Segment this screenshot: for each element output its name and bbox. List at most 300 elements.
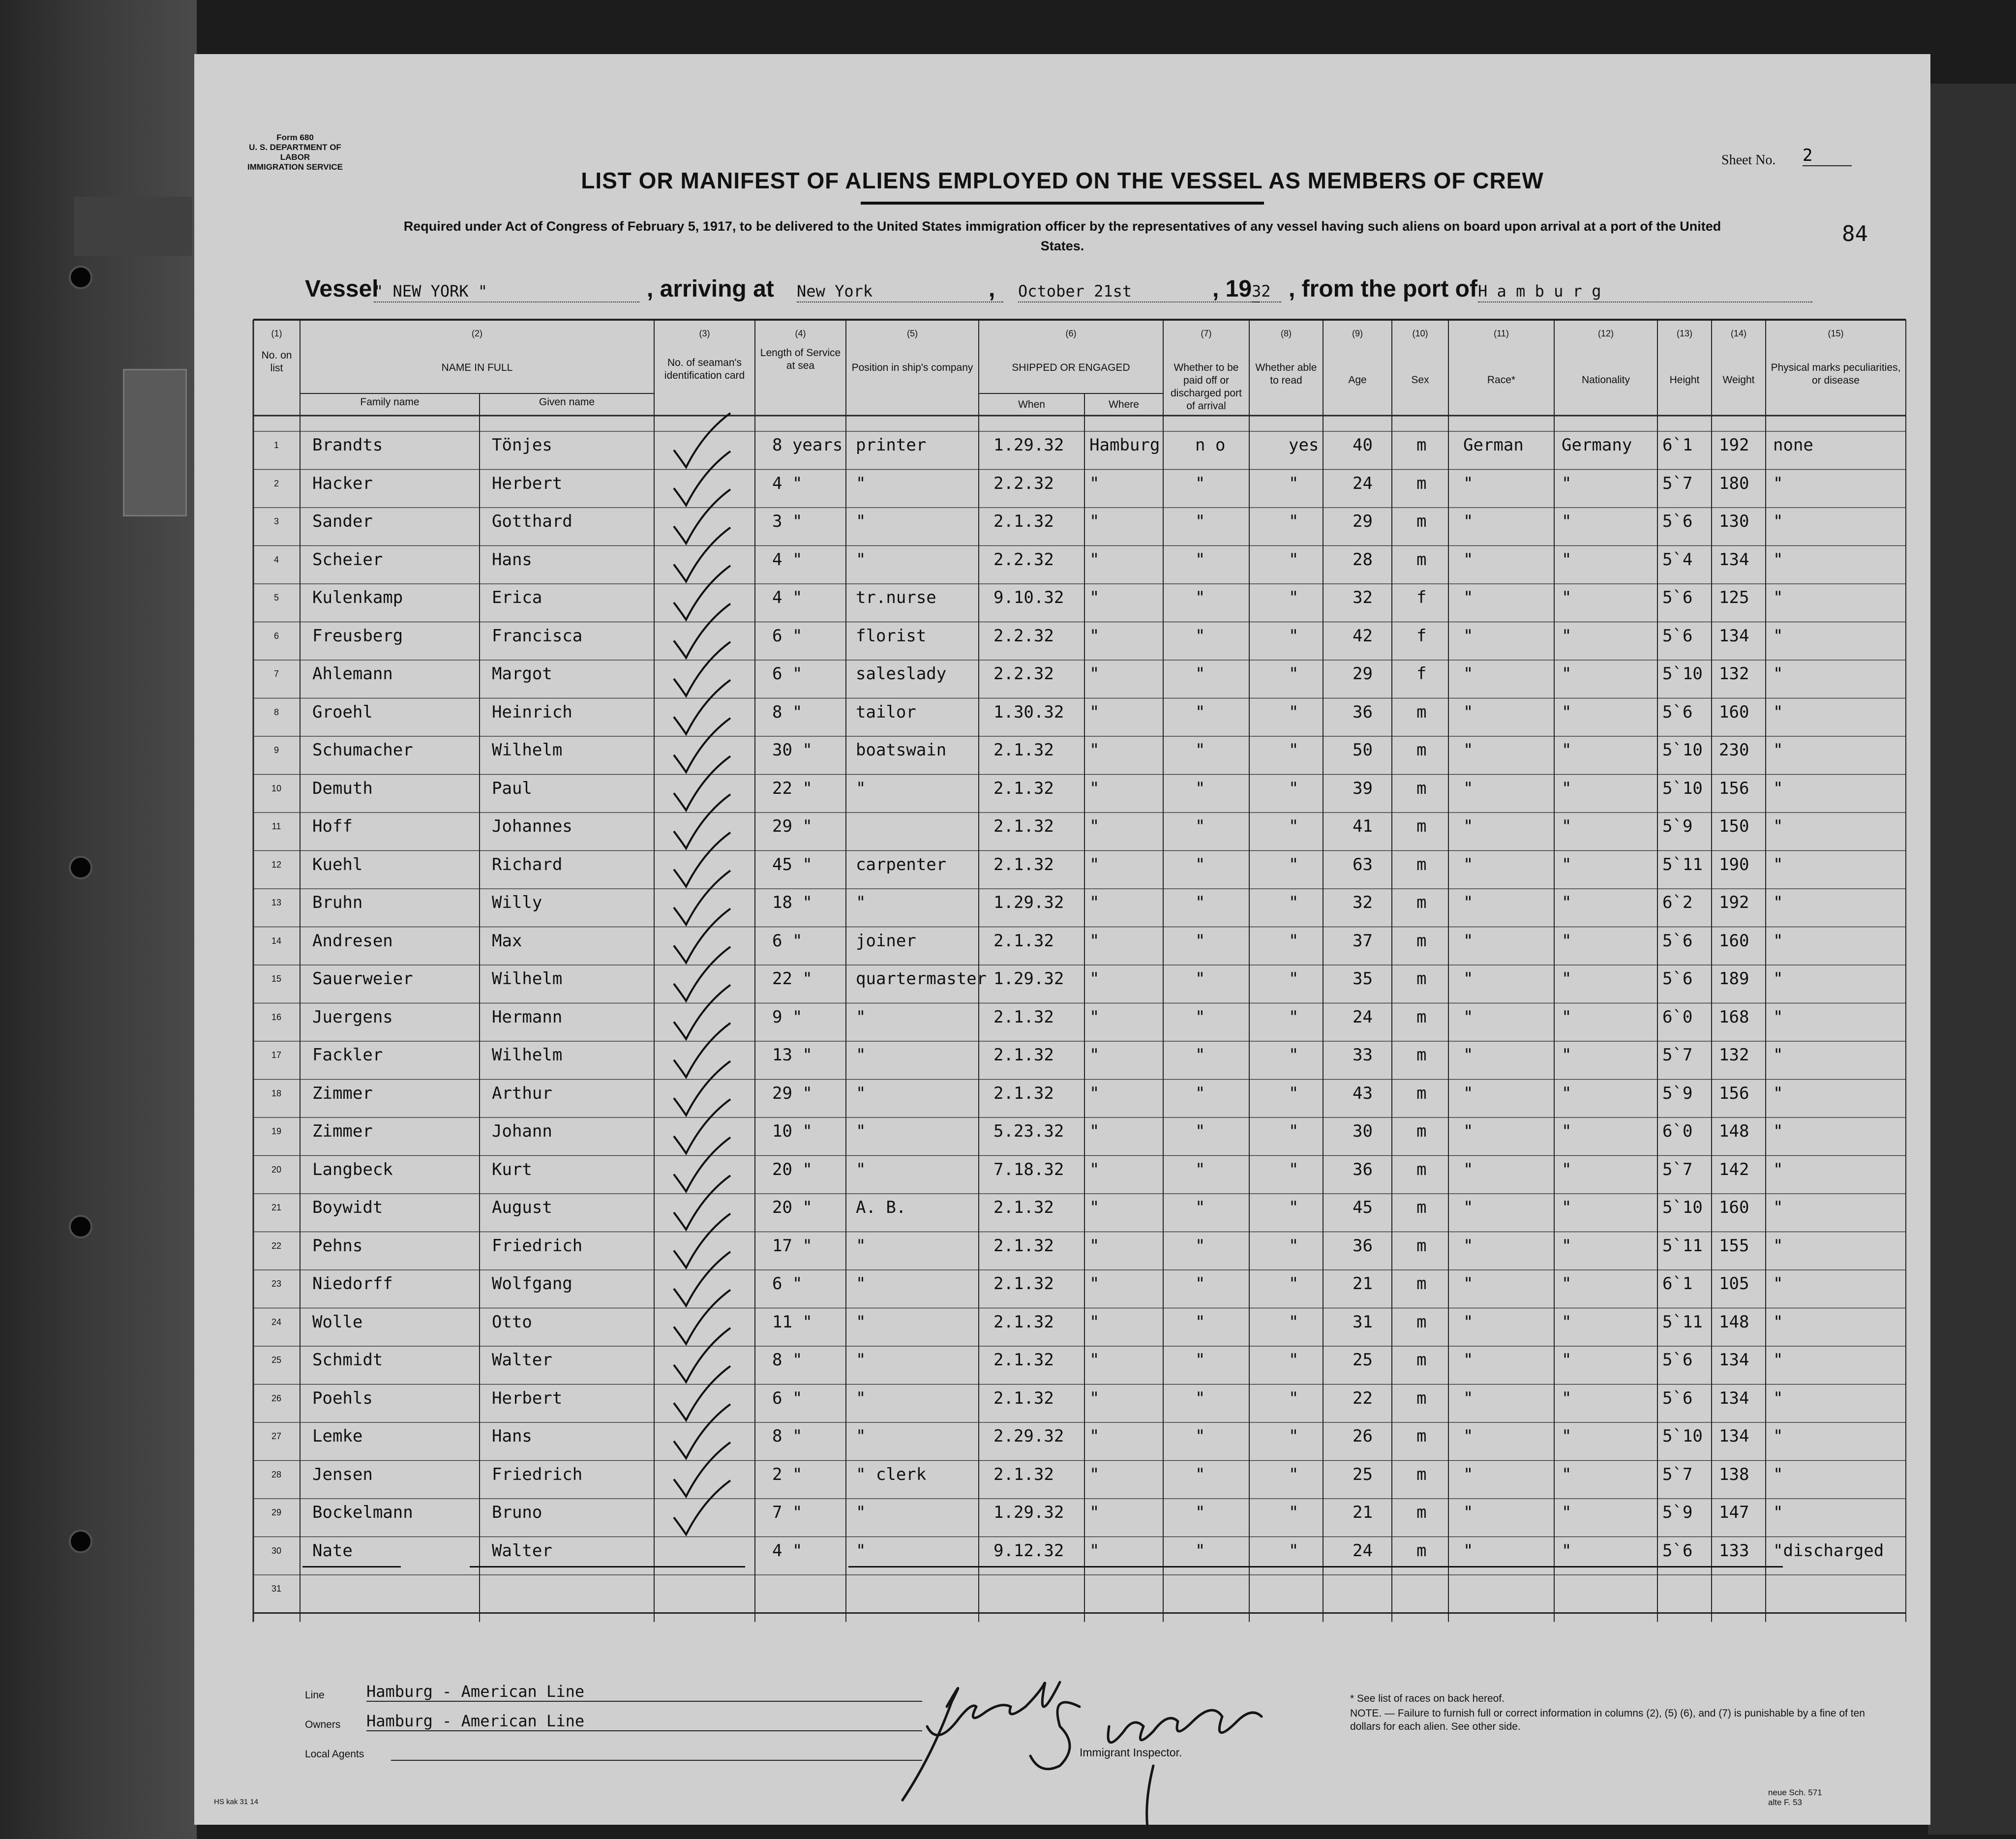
col-4-header-number: (4) — [795, 329, 806, 338]
cell-marks: " — [1773, 1159, 1783, 1179]
cell-nationality: " — [1562, 1312, 1572, 1332]
cell-paid: " — [1195, 1198, 1205, 1217]
cell-when: 5.23.32 — [993, 1121, 1064, 1141]
col-3-header-label: No. of seaman's identification card — [664, 357, 745, 381]
cell-read: " — [1289, 1121, 1299, 1141]
cell-sex: m — [1416, 893, 1427, 912]
cell-read: " — [1289, 969, 1299, 989]
binder-hole — [69, 266, 92, 289]
cell-position: boatswain — [856, 740, 947, 760]
cell-read: " — [1289, 1388, 1299, 1408]
cell-sex: m — [1416, 1350, 1427, 1370]
cell-height: 5`10 — [1662, 778, 1703, 798]
cell-paid: " — [1195, 1045, 1205, 1065]
cell-height: 6`0 — [1662, 1121, 1693, 1141]
cell-marks: " — [1773, 893, 1783, 912]
cell-where: " — [1089, 473, 1100, 493]
cell-paid: " — [1195, 969, 1205, 989]
cell-race: " — [1463, 1007, 1474, 1027]
cell-family: Lemke — [312, 1426, 363, 1446]
cell-given: Wolfgang — [492, 1274, 572, 1294]
cell-age: 21 — [1353, 1274, 1373, 1294]
cell-where: " — [1089, 588, 1100, 607]
cell-position: " clerk — [856, 1464, 927, 1484]
cell-nationality: " — [1562, 1236, 1572, 1256]
cell-weight: 230 — [1719, 740, 1749, 760]
cell-weight: 190 — [1719, 854, 1749, 874]
col-10-header-label: Sex — [1411, 374, 1429, 386]
row-number: 3 — [273, 516, 279, 526]
cell-paid: " — [1195, 1007, 1205, 1027]
col-4-header-label: Length of Service at sea — [760, 347, 841, 371]
cell-family: Hacker — [312, 473, 373, 493]
cell-when: 2.1.32 — [993, 1350, 1054, 1370]
verification-check-mark — [674, 1480, 730, 1535]
cell-nationality: " — [1562, 512, 1572, 531]
cell-age: 39 — [1353, 778, 1373, 798]
cell-where: " — [1089, 1503, 1100, 1522]
cell-marks: " — [1773, 512, 1783, 531]
cell-paid: " — [1195, 702, 1205, 722]
cell-nationality: " — [1562, 664, 1572, 684]
cell-height: 5`7 — [1662, 1464, 1693, 1484]
cell-nationality: " — [1562, 778, 1572, 798]
row-number: 12 — [271, 859, 282, 870]
cell-family: Groehl — [312, 702, 373, 722]
cell-service: 8 " — [772, 1350, 803, 1370]
cell-height: 5`6 — [1662, 626, 1693, 646]
cell-service: 3 " — [772, 512, 803, 531]
cell-weight: 105 — [1719, 1274, 1749, 1294]
cell-when: 2.1.32 — [993, 1007, 1054, 1027]
cell-weight: 160 — [1719, 931, 1749, 951]
col-15-header-number: (15) — [1828, 329, 1844, 338]
row-number: 23 — [271, 1279, 282, 1289]
cell-race: " — [1463, 626, 1474, 646]
col-5-header-number: (5) — [907, 329, 918, 338]
cell-when: 2.1.32 — [993, 1312, 1054, 1332]
row-number: 27 — [271, 1431, 282, 1441]
cell-given: Herbert — [492, 473, 563, 493]
row-number: 20 — [271, 1164, 282, 1175]
cell-family: Nate — [312, 1540, 353, 1561]
cell-paid: " — [1195, 778, 1205, 798]
arrival-year: 32 — [1252, 282, 1281, 302]
cell-age: 43 — [1353, 1083, 1373, 1103]
cell-position: " — [856, 1083, 866, 1103]
cell-height: 5`10 — [1662, 1426, 1703, 1446]
cell-position: " — [856, 1236, 866, 1256]
page-number: 84 — [1842, 221, 1868, 246]
cell-where: " — [1089, 1236, 1100, 1256]
cell-family: Bockelmann — [312, 1503, 413, 1522]
cell-sex: m — [1416, 1159, 1427, 1179]
cell-read: " — [1289, 588, 1299, 607]
cell-family: Juergens — [312, 1007, 393, 1027]
cell-read: " — [1289, 1274, 1299, 1294]
cell-position: " — [856, 778, 866, 798]
cell-height: 5`11 — [1662, 1312, 1703, 1332]
cell-read: " — [1289, 1464, 1299, 1484]
cell-read: " — [1289, 1540, 1299, 1561]
cell-when: 1.29.32 — [993, 969, 1064, 989]
cell-family: Hoff — [312, 816, 353, 836]
cell-weight: 125 — [1719, 588, 1749, 607]
cell-marks: " — [1773, 854, 1783, 874]
cell-position: " — [856, 1121, 866, 1141]
sheet-number-label: Sheet No. — [1721, 152, 1776, 168]
strike-through-entry — [470, 1566, 745, 1568]
manifest-sheet — [194, 54, 1930, 1825]
cell-when: 1.30.32 — [993, 702, 1064, 722]
strike-through-family — [302, 1566, 401, 1568]
cell-family: Poehls — [312, 1388, 373, 1408]
cell-age: 36 — [1353, 702, 1373, 722]
cell-nationality: " — [1562, 893, 1572, 912]
cell-weight: 133 — [1719, 1540, 1749, 1561]
cell-where: " — [1089, 1159, 1100, 1179]
cell-position: joiner — [856, 931, 916, 951]
cell-weight: 147 — [1719, 1503, 1749, 1522]
cell-when: 2.1.32 — [993, 1388, 1054, 1408]
print-code: HS kak 31 14 — [214, 1798, 259, 1806]
cell-when: 2.1.32 — [993, 1274, 1054, 1294]
cell-where: " — [1089, 1388, 1100, 1408]
cell-height: 5`6 — [1662, 1350, 1693, 1370]
cell-service: 6 " — [772, 1274, 803, 1294]
cell-marks: " — [1773, 626, 1783, 646]
cell-when: 2.2.32 — [993, 626, 1054, 646]
cell-nationality: " — [1562, 702, 1572, 722]
cell-nationality: " — [1562, 1007, 1572, 1027]
cell-when: 7.18.32 — [993, 1159, 1064, 1179]
cell-marks: " — [1773, 1274, 1783, 1294]
cell-height: 5`7 — [1662, 1159, 1693, 1179]
cell-nationality: " — [1562, 931, 1572, 951]
cell-where: " — [1089, 664, 1100, 684]
cell-where: " — [1089, 740, 1100, 760]
col-13-header-label: Height — [1669, 374, 1700, 386]
cell-when: 2.1.32 — [993, 1464, 1054, 1484]
cell-where: " — [1089, 1007, 1100, 1027]
cell-marks: " — [1773, 1350, 1783, 1370]
cell-when: 9.12.32 — [993, 1540, 1064, 1561]
cell-weight: 155 — [1719, 1236, 1749, 1256]
cell-read: " — [1289, 1312, 1299, 1332]
cell-marks: " — [1773, 1426, 1783, 1446]
cell-position: printer — [856, 435, 927, 455]
row-number: 25 — [271, 1355, 282, 1365]
cell-family: Freusberg — [312, 626, 403, 646]
cell-height: 5`10 — [1662, 740, 1703, 760]
cell-where: " — [1089, 969, 1100, 989]
cell-family: Bruhn — [312, 893, 363, 912]
cell-age: 24 — [1353, 1540, 1373, 1561]
cell-given: Gotthard — [492, 512, 572, 531]
cell-nationality: " — [1562, 1274, 1572, 1294]
arrival-port: New York — [797, 282, 1003, 302]
cell-age: 36 — [1353, 1236, 1373, 1256]
cell-paid: " — [1195, 1159, 1205, 1179]
cell-service: 6 " — [772, 664, 803, 684]
cell-family: Kulenkamp — [312, 588, 403, 607]
page-title: LIST OR MANIFEST OF ALIENS EMPLOYED ON THE VESSEL AS MEMBERS OF CREW — [581, 168, 1544, 193]
cell-sex: f — [1416, 588, 1427, 607]
col-11-header-number: (11) — [1494, 329, 1509, 338]
cell-sex: m — [1416, 740, 1427, 760]
penalty-note: NOTE. — Failure to furnish full or correct information in columns (2), (5) (6), and (7) is punishable by a fine of ten dollars for each alien. See other side. — [1350, 1708, 1865, 1732]
cell-service: 8 " — [772, 1426, 803, 1446]
shipped-where-subheader: Where — [1109, 399, 1139, 410]
vessel-line: Vessel " NEW YORK " , arriving at New York , October 21st , 19 32 , from the port of H a m b u r g — [194, 273, 1930, 302]
cell-race: " — [1463, 549, 1474, 570]
cell-sex: m — [1416, 1007, 1427, 1027]
cell-race: " — [1463, 473, 1474, 493]
col-8-header-label: Whether able to read — [1255, 362, 1317, 386]
col-6-header-label: SHIPPED OR ENGAGED — [1012, 362, 1130, 373]
cell-nationality: " — [1562, 969, 1572, 989]
cell-sex: m — [1416, 549, 1427, 570]
cell-height: 5`7 — [1662, 473, 1693, 493]
cell-where: " — [1089, 1350, 1100, 1370]
col-5-header-label: Position in ship's company — [851, 362, 973, 373]
cell-when: 2.1.32 — [993, 1045, 1054, 1065]
cell-given: Wilhelm — [492, 969, 563, 989]
binder-tab-strip — [0, 0, 197, 1839]
cell-service: 30 " — [772, 740, 812, 760]
cell-age: 29 — [1353, 664, 1373, 684]
cell-paid: " — [1195, 816, 1205, 836]
col-2-header-label: NAME IN FULL — [441, 362, 513, 373]
cell-marks: " — [1773, 1083, 1783, 1103]
cell-sex: m — [1416, 1464, 1427, 1484]
col-1-header-number: (1) — [271, 329, 282, 338]
owners-value: Hamburg - American Line — [366, 1712, 922, 1731]
cell-read: " — [1289, 549, 1299, 570]
given-name-subheader: Given name — [539, 396, 595, 408]
cell-nationality: " — [1562, 740, 1572, 760]
cell-sex: f — [1416, 664, 1427, 684]
cell-nationality: " — [1562, 1540, 1572, 1561]
cell-age: 30 — [1353, 1121, 1373, 1141]
cell-given: Friedrich — [492, 1464, 583, 1484]
cell-family: Demuth — [312, 778, 373, 798]
cell-nationality: " — [1562, 854, 1572, 874]
cell-weight: 180 — [1719, 473, 1749, 493]
shipped-when-subheader: When — [1018, 399, 1045, 410]
cell-race: " — [1463, 931, 1474, 951]
cell-position: florist — [856, 626, 927, 646]
cell-family: Brandts — [312, 435, 383, 455]
cell-family: Niedorff — [312, 1274, 393, 1294]
cell-given: Johann — [492, 1121, 552, 1141]
row-number: 10 — [271, 783, 282, 793]
archive-stamp-new: neue Sch. 571 — [1768, 1788, 1822, 1797]
cell-nationality: " — [1562, 473, 1572, 493]
cell-sex: f — [1416, 626, 1427, 646]
cell-height: 5`7 — [1662, 1045, 1693, 1065]
cell-where: " — [1089, 626, 1100, 646]
cell-nationality: " — [1562, 1503, 1572, 1522]
cell-height: 6`1 — [1662, 435, 1693, 455]
cell-race: " — [1463, 1388, 1474, 1408]
cell-height: 5`6 — [1662, 512, 1693, 531]
cell-race: " — [1463, 1350, 1474, 1370]
cell-read: yes — [1289, 435, 1319, 455]
cell-age: 22 — [1353, 1388, 1373, 1408]
cell-given: Otto — [492, 1312, 532, 1332]
cell-race: " — [1463, 702, 1474, 722]
cell-service: 45 " — [772, 854, 812, 874]
cell-marks: " — [1773, 473, 1783, 493]
cell-paid: " — [1195, 588, 1205, 607]
cell-weight: 160 — [1719, 702, 1749, 722]
cell-nationality: Germany — [1562, 435, 1632, 455]
cell-service: 29 " — [772, 816, 812, 836]
cell-when: 9.10.32 — [993, 588, 1064, 607]
cell-marks: " — [1773, 1121, 1783, 1141]
cell-race: " — [1463, 1503, 1474, 1522]
cell-paid: " — [1195, 1388, 1205, 1408]
cell-where: " — [1089, 1045, 1100, 1065]
cell-read: " — [1289, 626, 1299, 646]
cell-weight: 134 — [1719, 1426, 1749, 1446]
cell-weight: 148 — [1719, 1312, 1749, 1332]
cell-given: Tönjes — [492, 435, 552, 455]
cell-family: Andresen — [312, 931, 393, 951]
cell-paid: " — [1195, 1540, 1205, 1561]
cell-given: Hans — [492, 549, 532, 570]
cell-when: 2.1.32 — [993, 740, 1054, 760]
cell-read: " — [1289, 1350, 1299, 1370]
cell-marks: " — [1773, 816, 1783, 836]
cell-nationality: " — [1562, 1045, 1572, 1065]
col-6-header-number: (6) — [1065, 329, 1077, 338]
cell-weight: 134 — [1719, 549, 1749, 570]
row-number: 29 — [271, 1507, 282, 1517]
cell-position: " — [856, 1274, 866, 1294]
signature-last-name — [1030, 1702, 1262, 1825]
cell-where: " — [1089, 778, 1100, 798]
cell-where: " — [1089, 1121, 1100, 1141]
row-number: 19 — [271, 1126, 282, 1136]
cell-height: 6`2 — [1662, 893, 1693, 912]
cell-when: 2.1.32 — [993, 512, 1054, 531]
cell-service: 4 " — [772, 549, 803, 570]
cell-read: " — [1289, 1159, 1299, 1179]
cell-sex: m — [1416, 1121, 1427, 1141]
col-2-header-number: (2) — [472, 329, 482, 338]
cell-height: 5`10 — [1662, 1198, 1703, 1217]
family-name-subheader: Family name — [360, 396, 420, 408]
cell-given: Herbert — [492, 1388, 563, 1408]
cell-read: " — [1289, 1426, 1299, 1446]
cell-position: " — [856, 1312, 866, 1332]
cell-position: " — [856, 1540, 866, 1561]
year-prefix: , 19 — [1212, 276, 1252, 302]
cell-read: " — [1289, 1083, 1299, 1103]
col-11-header-label: Race* — [1487, 374, 1516, 386]
cell-given: Kurt — [492, 1159, 532, 1179]
cell-race: " — [1463, 664, 1474, 684]
cell-age: 63 — [1353, 854, 1373, 874]
departure-port: H a m b u r g — [1478, 282, 1812, 302]
cell-given: Johannes — [492, 816, 572, 836]
cell-weight: 134 — [1719, 626, 1749, 646]
cell-service: 20 " — [772, 1159, 812, 1179]
cell-weight: 134 — [1719, 1388, 1749, 1408]
cell-service: 18 " — [772, 893, 812, 912]
cell-service: 6 " — [772, 931, 803, 951]
cell-family: Zimmer — [312, 1121, 373, 1141]
cell-height: 5`6 — [1662, 969, 1693, 989]
cell-service: 10 " — [772, 1121, 812, 1141]
owners-label: Owners — [305, 1719, 341, 1730]
cell-age: 28 — [1353, 549, 1373, 570]
cell-weight: 168 — [1719, 1007, 1749, 1027]
cell-weight: 132 — [1719, 664, 1749, 684]
row-number: 16 — [271, 1012, 282, 1022]
cell-position: carpenter — [856, 854, 947, 874]
row-number: 21 — [271, 1203, 282, 1212]
cell-service: 17 " — [772, 1236, 812, 1256]
races-footnote: * See list of races on back hereof. — [1350, 1693, 1505, 1704]
binder-tab-label — [74, 197, 192, 256]
cell-race: " — [1463, 1083, 1474, 1103]
cell-given: Arthur — [492, 1083, 552, 1103]
cell-age: 37 — [1353, 931, 1373, 951]
cell-paid: " — [1195, 1083, 1205, 1103]
row-number: 15 — [271, 974, 282, 984]
col-9-header-label: Age — [1348, 374, 1367, 386]
cell-given: Wilhelm — [492, 740, 563, 760]
cell-sex: m — [1416, 473, 1427, 493]
col-7-header-number: (7) — [1201, 329, 1212, 338]
col-12-header-number: (12) — [1597, 329, 1614, 338]
cell-given: Margot — [492, 664, 552, 684]
cell-family: Schumacher — [312, 740, 413, 760]
row-number: 4 — [273, 554, 279, 565]
row-number: 1 — [273, 440, 279, 450]
cell-height: 6`0 — [1662, 1007, 1693, 1027]
cell-age: 35 — [1353, 969, 1373, 989]
cell-age: 41 — [1353, 816, 1373, 836]
cell-service: 4 " — [772, 1540, 803, 1561]
cell-age: 45 — [1353, 1198, 1373, 1217]
cell-where: " — [1089, 1312, 1100, 1332]
cell-where: " — [1089, 1464, 1100, 1484]
cell-read: " — [1289, 740, 1299, 760]
cell-age: 50 — [1353, 740, 1373, 760]
cell-nationality: " — [1562, 1159, 1572, 1179]
cell-where: " — [1089, 702, 1100, 722]
cell-family: Wolle — [312, 1312, 363, 1332]
cell-service: 13 " — [772, 1045, 812, 1065]
vessel-name: " NEW YORK " — [374, 282, 639, 302]
service-name: IMMIGRATION SERVICE — [247, 162, 343, 172]
col-14-header-number: (14) — [1730, 329, 1746, 338]
cell-marks: " — [1773, 702, 1783, 722]
cell-sex: m — [1416, 931, 1427, 951]
page-edge-shadow — [1928, 84, 2016, 1835]
cell-when: 2.1.32 — [993, 1236, 1054, 1256]
cell-paid: " — [1195, 1236, 1205, 1256]
cell-paid: " — [1195, 740, 1205, 760]
line-label: Line — [305, 1689, 325, 1701]
cell-paid: " — [1195, 893, 1205, 912]
cell-height: 5`6 — [1662, 1388, 1693, 1408]
cell-sex: m — [1416, 1083, 1427, 1103]
